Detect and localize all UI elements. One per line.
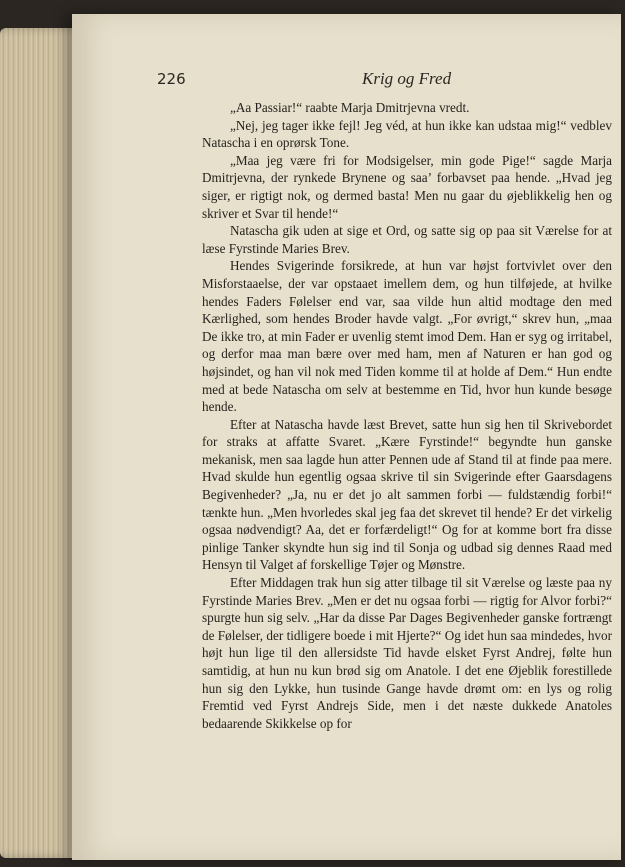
paragraph: „Maa jeg være fri for Modsigelser, min gode Pige!“ sagde Marja Dmitrjevna, der rynkede Brynene og saa’ forbavset paa hende. „Hvad jeg siger, er rigtigt nok, og dermed basta! Men nu gaar du øjeblikkelig hen og skriver et Svar til hende!“ — [202, 152, 612, 221]
paragraph: „Nej, jeg tager ikke fejl! Jeg véd, at hun ikke kan udstaa mig!“ vedblev Natascha i en oprørsk Tone. — [202, 117, 612, 151]
paragraph: „Aa Passiar!“ raabte Marja Dmitrjevna vredt. — [230, 100, 470, 115]
paragraph: Efter at Natascha havde læst Brevet, satte hun sig hen til Skrivebordet for straks at affatte Svaret. „Kære Fyrstinde!“ begyndte hun ganske mekanisk, men saa lagde hun atter Pennen ude af Stand til at finde paa mere. Hvad skulde hun egentlig ogsaa skrive til sin Svigerinde efter Gaarsdagens Begivenheder? „Ja, nu er det jo alt sammen forbi — fuldstændig forbi!“ tænkte hun. „Men hvorledes skal jeg faa det skrevet til hende? Er det virkelig ogsaa nødvendigt? Aa, det er forfærdeligt!“ Og for at komme bort fra disse pinlige Tanker skyndte hun sig ind til Sonja og udbad sig dennes Raad med Hensyn til Valget af forskellige Tøjer og Mønstre. — [202, 416, 612, 573]
body-text — [202, 99, 612, 732]
paragraph: Efter Middagen trak hun sig atter tilbage til sit Værelse og læste paa ny Fyrstinde Maries Brev. „Men er det nu ogsaa forbi — rigtig for Alvor forbi?“ spurgte hun sig selv. „Har da disse Par Dages Begivenheder ganske fortrængt de Følelser, der tidligere boede i mit Hjerte?“ Og idet hun saa mindedes, hvor højt hun lige til den allersidste Tid havde elsket Fyrst Andrej, følte hun samtidig, at hun nu kun brød sig om Anatole. I det ene Øjeblik forestillede hun sig den Lykke, hun tusinde Gange havde drømt om: en lys og rolig Fremtid ved Fyrst Andrejs Side, men i det næste dukkede Anatoles bedaarende Skikkelse op for — [202, 575, 612, 731]
page-header — [157, 70, 582, 94]
paragraph: Hendes Svigerinde forsikrede, at hun var højst fortvivlet over den Misforstaaelse, der var opstaaet imellem dem, og hun tilføjede, at hvilke hendes Faders Følelser end var, saa vilde hun altid modtage den med Kærlighed, som hendes Broder havde valgt. „For øvrigt,“ skrev hun, „maa De ikke tro, at min Fader er uvenlig stemt imod Dem. Han er syg og irritabel, og derfor maa man bære over med ham, men af Naturen er han god og højsindet, og han vil nok med Tiden komme til at holde af Dem.“ Hun endte med at bede Natascha om selv at bestemme en Tid, hvor hun kunde besøge hende. — [202, 258, 612, 415]
paragraph: Natascha gik uden at sige et Ord, og satte sig op paa sit Værelse for at læse Fyrstinde Maries Brev. — [202, 223, 612, 256]
page-number: 226 — [157, 70, 186, 88]
running-title: Krig og Fred — [362, 69, 452, 88]
